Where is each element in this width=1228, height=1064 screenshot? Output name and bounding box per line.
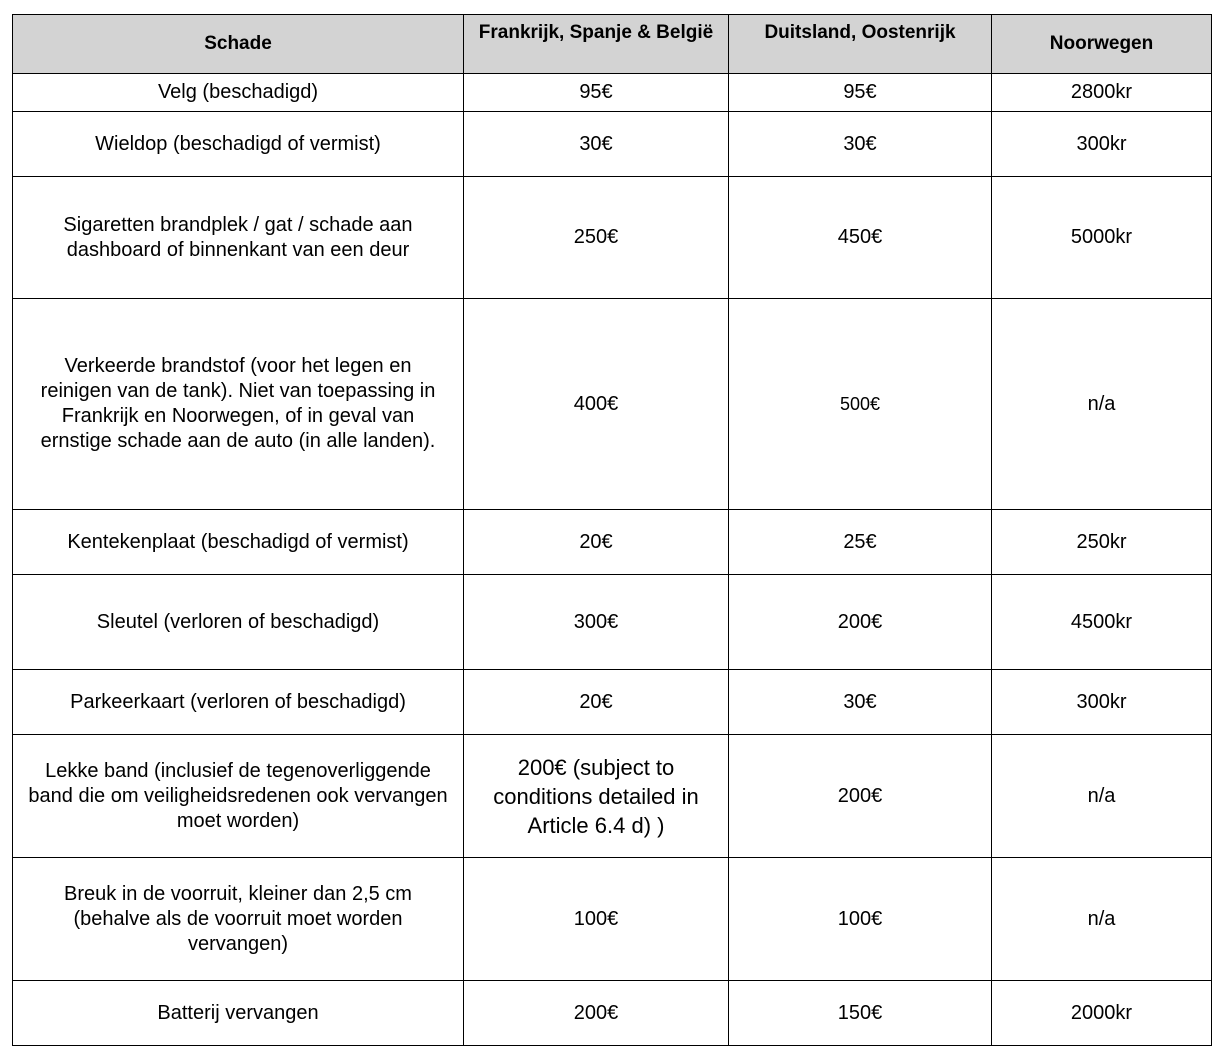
table-row: [13, 735, 1212, 858]
price-de-at: 100€: [729, 858, 992, 981]
header-germany-austria: Duitsland, Oostenrijk: [729, 15, 992, 74]
table-row: [13, 858, 1212, 981]
table-row: [13, 299, 1212, 510]
price-no: n/a: [992, 735, 1212, 858]
price-de-at: 200€: [729, 575, 992, 670]
damage-cell: Sigaretten brandplek / gat / schade aan dashboard of binnenkant van een deur: [13, 177, 464, 299]
price-fr-es-be: 100€: [464, 858, 729, 981]
damage-cell: Kentekenplaat (beschadigd of vermist): [13, 510, 464, 575]
price-no: 2800kr: [992, 74, 1212, 112]
price-de-at: 150€: [729, 981, 992, 1046]
damage-cell: Parkeerkaart (verloren of beschadigd): [13, 670, 464, 735]
price-no: 250kr: [992, 510, 1212, 575]
price-de-at: 30€: [729, 670, 992, 735]
price-no: 5000kr: [992, 177, 1212, 299]
price-fr-es-be: 200€ (subject to conditions detailed in Article 6.4 d) ): [464, 735, 729, 858]
price-no: n/a: [992, 299, 1212, 510]
damage-cell: Verkeerde brandstof (voor het legen en reinigen van de tank). Niet van toepassing in Frankrijk en Noorwegen, of in geval van ernstige schade aan de auto (in alle landen).: [13, 299, 464, 510]
damage-cell: Wieldop (beschadigd of vermist): [13, 112, 464, 177]
damage-cell: Breuk in de voorruit, kleiner dan 2,5 cm (behalve als de voorruit moet worden vervangen): [13, 858, 464, 981]
table-row: [13, 74, 1212, 112]
price-de-at: 450€: [729, 177, 992, 299]
header-norway: Noorwegen: [992, 15, 1212, 74]
price-fr-es-be: 20€: [464, 510, 729, 575]
price-fr-es-be: 20€: [464, 670, 729, 735]
damage-cell: Batterij vervangen: [13, 981, 464, 1046]
table-row: [13, 177, 1212, 299]
price-no: 300kr: [992, 112, 1212, 177]
price-fr-es-be: 400€: [464, 299, 729, 510]
price-no: 2000kr: [992, 981, 1212, 1046]
price-de-at: 200€: [729, 735, 992, 858]
price-fr-es-be: 300€: [464, 575, 729, 670]
table-row: [13, 510, 1212, 575]
price-de-at: 25€: [729, 510, 992, 575]
damage-fee-table: [12, 14, 1212, 1046]
table-header-row: [13, 15, 1212, 74]
table-row: [13, 981, 1212, 1046]
price-fr-es-be: 250€: [464, 177, 729, 299]
header-france-spain-belgium: Frankrijk, Spanje & België: [464, 15, 729, 74]
damage-cell: Sleutel (verloren of beschadigd): [13, 575, 464, 670]
table-row: [13, 575, 1212, 670]
price-no: 4500kr: [992, 575, 1212, 670]
price-no: n/a: [992, 858, 1212, 981]
price-fr-es-be: 200€: [464, 981, 729, 1046]
price-de-at: 30€: [729, 112, 992, 177]
price-fr-es-be: 95€: [464, 74, 729, 112]
damage-cell: Velg (beschadigd): [13, 74, 464, 112]
price-de-at: 500€: [729, 299, 992, 510]
price-no: 300kr: [992, 670, 1212, 735]
price-fr-es-be: 30€: [464, 112, 729, 177]
price-de-at: 95€: [729, 74, 992, 112]
damage-cell: Lekke band (inclusief de tegenoverliggende band die om veiligheidsredenen ook vervangen moet worden): [13, 735, 464, 858]
table-row: [13, 112, 1212, 177]
header-damage: Schade: [13, 15, 464, 74]
table-row: [13, 670, 1212, 735]
